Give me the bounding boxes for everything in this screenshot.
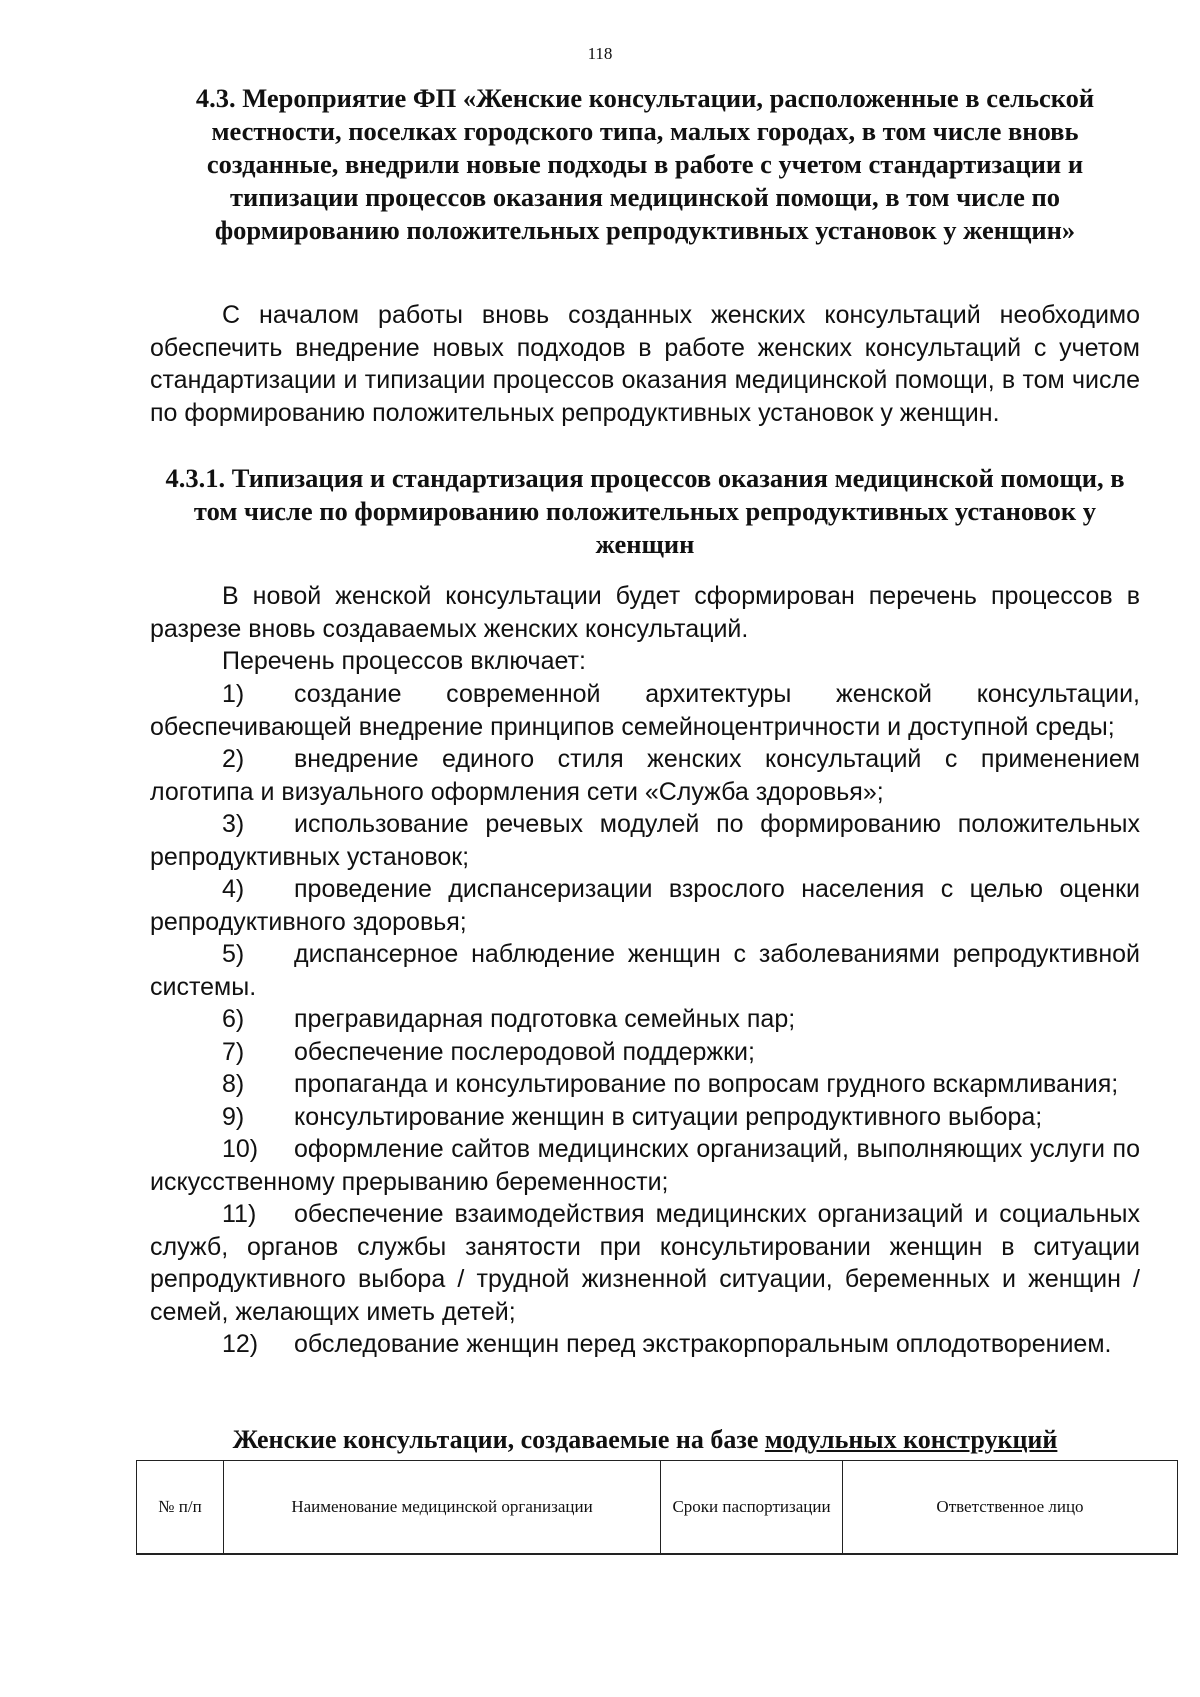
column-header-responsible: Ответственное лицо — [843, 1461, 1178, 1555]
page-number: 118 — [587, 44, 613, 63]
list-item — [150, 873, 1140, 938]
paragraph-process-list-intro: В новой женской консультации будет сформирован перечень процессов в разрезе вновь создаваемых женских консультаций. — [150, 582, 1140, 643]
table-title — [150, 1424, 1140, 1456]
section-heading: 4.3. Мероприятие ФП «Женские консультации, расположенные в сельской местности, поселках городского типа, малых городах, в том числе вновь созданные, внедрили новые подходы в работе с учетом стандартизации и типизации процессов оказания медицинской помощи, в том числе по формированию положительных репродуктивных установок у женщин» — [195, 83, 1095, 245]
list-item-number: 9) — [222, 1102, 245, 1131]
list-item — [150, 1133, 1140, 1198]
subsection-heading: 4.3.1. Типизация и стандартизация процессов оказания медицинской помощи, в том числе по формированию положительных репродуктивных установок у женщин — [165, 463, 1125, 559]
list-item-text: создание современной архитектуры женской консультации, обеспечивающей внедрение принципов семейноцентричности и доступной среды; — [150, 680, 1140, 741]
list-item — [150, 1068, 1140, 1101]
list-item-number: 7) — [222, 1037, 245, 1066]
list-item-number: 11) — [222, 1200, 257, 1228]
list-item — [150, 1328, 1140, 1361]
paragraph-list-lead: Перечень процессов включает: — [222, 647, 586, 675]
list-item-text: прегравидарная подготовка семейных пар; — [294, 1005, 796, 1033]
list-item — [150, 678, 1140, 743]
column-header-organization: Наименование медицинской организации — [224, 1461, 661, 1555]
intro-paragraph: С началом работы вновь созданных женских консультаций необходимо обеспечить внедрение новых подходов в работе женских консультаций с учетом стандартизации и типизации процессов оказания медицинской помощи, в том числе по формированию положительных репродуктивных установок у женщин. — [150, 301, 1140, 427]
list-item-number: 1) — [222, 680, 245, 708]
list-item-number: 12) — [222, 1330, 259, 1358]
process-list — [150, 678, 1140, 1361]
list-item — [150, 743, 1140, 808]
column-header-number: № п/п — [137, 1461, 224, 1555]
list-item-text: оформление сайтов медицинских организаций, выполняющих услуги по искусственному прерыванию беременности; — [150, 1135, 1140, 1196]
list-item-text: консультирование женщин в ситуации репродуктивного выбора; — [294, 1102, 1043, 1131]
list-item — [150, 938, 1140, 1003]
list-item-text: использование речевых модулей по формированию положительных репродуктивных установок; — [150, 810, 1140, 871]
list-item — [150, 1198, 1140, 1328]
list-item-text: проведение диспансеризации взрослого населения с целью оценки репродуктивного здоровья; — [150, 875, 1140, 936]
clinics-table — [136, 1460, 1178, 1555]
list-item-text: внедрение единого стиля женских консультаций с применением логотипа и визуального оформления сети «Служба здоровья»; — [150, 745, 1140, 806]
list-item — [150, 808, 1140, 873]
list-item-number: 6) — [222, 1005, 245, 1033]
list-item-text: диспансерное наблюдение женщин с заболеваниями репродуктивной системы. — [150, 940, 1140, 1001]
list-item — [150, 1101, 1140, 1134]
list-item-number: 10) — [222, 1135, 259, 1163]
table-title-text: Женские консультации, создаваемые на базе — [232, 1425, 765, 1454]
table-header-row — [137, 1461, 1178, 1555]
list-item-text: пропаганда и консультирование по вопросам грудного вскармливания; — [294, 1070, 1119, 1098]
list-item-text: обеспечение взаимодействия медицинских организаций и социальных служб, органов службы занятости при консультировании женщин в ситуации репродуктивного выбора / трудной жизненной ситуации, беременных и женщин / семей, желающих иметь детей; — [150, 1200, 1140, 1326]
list-item-number: 8) — [222, 1070, 245, 1098]
list-item — [150, 1036, 1140, 1069]
list-item-number: 3) — [222, 810, 245, 838]
list-item-text: обследование женщин перед экстракорпоральным оплодотворением. — [294, 1330, 1112, 1358]
list-item-number: 5) — [222, 940, 245, 968]
list-item-text: обеспечение послеродовой поддержки; — [294, 1037, 755, 1066]
table-title-underlined: модульных конструкций — [764, 1425, 1058, 1454]
column-header-dates: Сроки паспортизации — [661, 1461, 843, 1555]
list-item-number: 4) — [222, 875, 245, 903]
list-item-number: 2) — [222, 745, 245, 773]
list-item — [150, 1003, 1140, 1036]
